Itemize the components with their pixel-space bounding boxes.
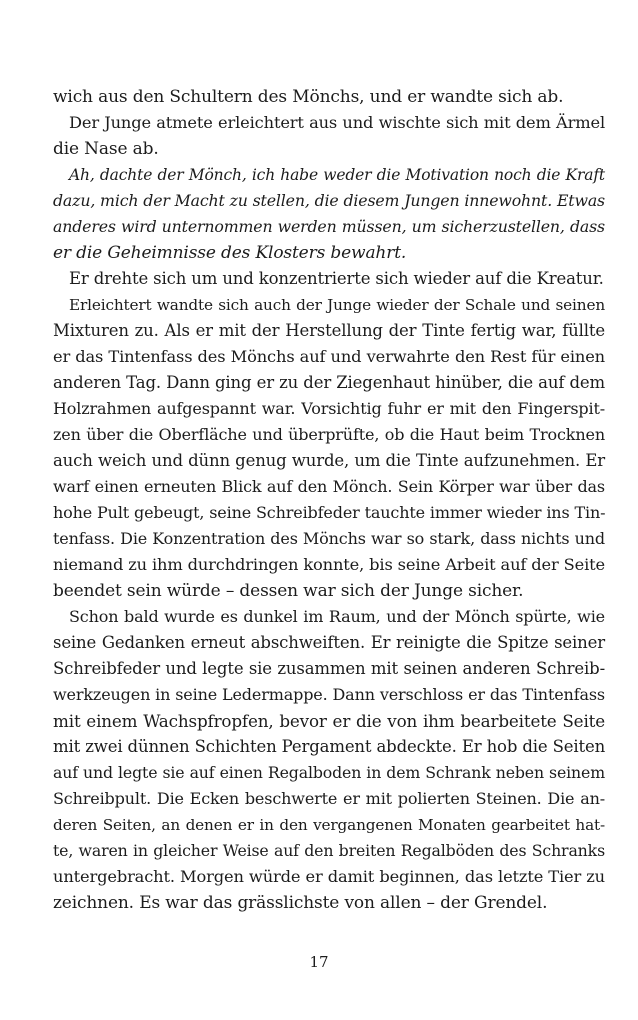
text-line: niemand zu ihm durchdringen konnte, bis seine Arbeit auf der Seite [53,555,605,574]
text-line: tenfass. Die Konzentration des Mönchs war so stark, dass nichts und [53,529,605,548]
text-line: mit einem Wachspfropfen, bevor er die von ihm bearbeitete Seite [53,711,605,731]
text-line: Der Junge atmete erleichtert aus und wischte sich mit dem Ärmel [69,113,605,132]
paragraph [53,604,605,916]
text-line: untergebracht. Morgen würde er damit beginnen, das letzte Tier zu [53,867,605,886]
paragraph-italic [53,162,605,266]
text-line: zeichnen. Es war das grässlichste von allen – der Grendel. [53,893,548,913]
text-line: mit zwei dünnen Schichten Pergament abdeckte. Er hob die Seiten [53,737,606,756]
paragraph [53,266,605,292]
text-line: hohe Pult gebeugt, seine Schreibfeder tauchte immer wieder ins Tin- [53,503,606,522]
text-line: anderen Tag. Dann ging er zu der Ziegenhaut hinüber, die auf dem [53,373,605,392]
text-line: dazu, mich der Macht zu stellen, die diesem Jungen innewohnt. Etwas [53,191,605,210]
text-line: er das Tintenfass des Mönchs auf und verwahrte den Rest für einen [53,347,605,366]
text-line: Schon bald wurde es dunkel im Raum, und der Mönch spürte, wie [69,607,605,626]
text-line: auch weich und dünn genug wurde, um die Tinte aufzunehmen. Er [53,451,605,470]
text-line: Erleichtert wandte sich auch der Junge wieder der Schale und seinen [69,296,605,314]
text-line: Er drehte sich um und konzentrierte sich wieder auf die Kreatur. [69,269,604,288]
text-line: Mixturen zu. Als er mit der Herstellung der Tinte fertig war, füllte [53,321,605,340]
paragraph [53,84,605,110]
text-line: Holzrahmen aufgespannt war. Vorsichtig fuhr er mit den Fingerspit- [53,399,605,418]
text-line: Schreibpult. Die Ecken beschwerte er mit polierten Steinen. Die an- [53,789,605,808]
text-line: Ah, dachte der Mönch, ich habe weder die Motivation noch die Kraft [69,166,605,184]
paragraph [53,292,605,604]
text-line: er die Geheimnisse des Klosters bewahrt. [53,243,407,263]
text-line: anderes wird unternommen werden müssen, um sicherzustellen, dass [53,217,605,236]
text-line: wich aus den Schultern des Mönchs, und er wandte sich ab. [53,87,564,107]
page-body [53,84,605,916]
text-line: te, waren in gleicher Weise auf den breiten Regalböden des Schranks [53,841,605,860]
text-line: Schreibfeder und legte sie zusammen mit seinen anderen Schreib- [53,659,605,678]
text-line: auf und legte sie auf einen Regalboden in dem Schrank neben seinem [53,763,605,782]
text-line: werkzeugen in seine Ledermappe. Dann verschloss er das Tintenfass [53,685,605,704]
text-line: warf einen erneuten Blick auf den Mönch. Sein Körper war über das [53,477,605,496]
text-line: zen über die Oberfläche und überprüfte, ob die Haut beim Trocknen [53,425,605,444]
text-line: beendet sein würde – dessen war sich der Junge sicher. [53,581,524,601]
text-line: die Nase ab. [53,139,159,159]
paragraph [53,110,605,162]
page-number: 17 [309,953,329,971]
text-line: deren Seiten, an denen er in den vergangenen Monaten gearbeitet hat- [53,816,605,834]
text-line: seine Gedanken erneut abschweiften. Er reinigte die Spitze seiner [53,633,605,652]
